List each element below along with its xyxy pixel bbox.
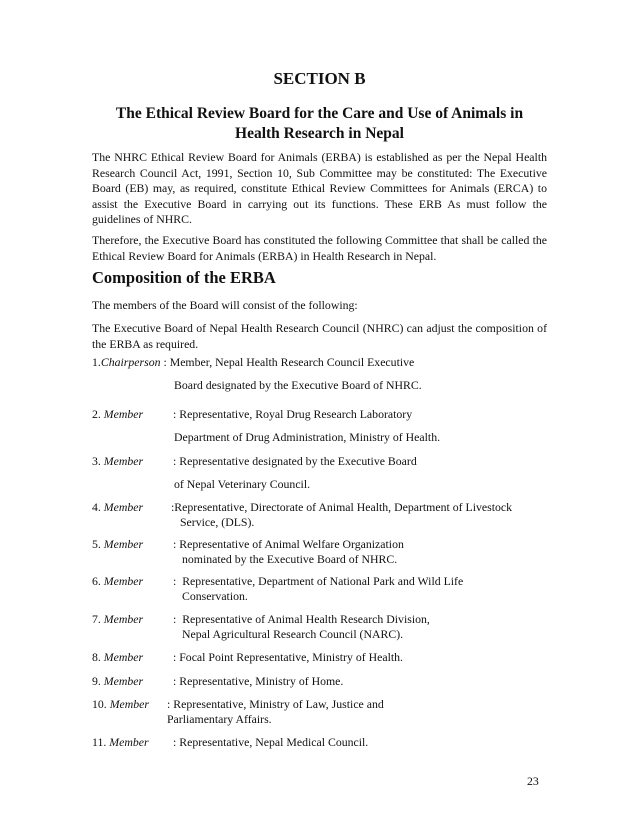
member-description-line-1: Representative of Animal Health Research Division, xyxy=(182,612,430,626)
member-separator: : xyxy=(173,735,180,749)
member-role xyxy=(92,355,414,371)
member-description-line-2: Nepal Agricultural Research Council (NARC). xyxy=(182,627,404,641)
document-title-line-2: Health Research in Nepal xyxy=(235,125,404,142)
member-role-name: Member xyxy=(103,454,144,468)
member-role-name: Member xyxy=(103,500,144,514)
member-description-line-1: Focal Point Representative, Ministry of Health. xyxy=(179,650,404,664)
member-number: 7. xyxy=(92,612,104,626)
member-description xyxy=(173,612,547,628)
member-number: 6. xyxy=(92,574,104,588)
member-description-line-1: Representative, Directorate of Animal Health, Department of Livestock xyxy=(174,500,513,514)
member-role-name: Chairperson xyxy=(100,355,161,369)
member-role xyxy=(92,574,143,590)
member-description xyxy=(167,697,547,713)
adjust-paragraph: The Executive Board of Nepal Health Research Council (NHRC) can adjust the composition of the ERBA as required. xyxy=(92,321,547,351)
member-role xyxy=(92,537,143,553)
member-description-line-1: Member, Nepal Health Research Council Executive xyxy=(169,355,415,369)
member-description xyxy=(173,735,547,751)
member-description xyxy=(173,407,547,423)
member-number: 1. xyxy=(92,355,101,369)
member-separator: : xyxy=(173,650,180,664)
page-number: 23 xyxy=(527,774,539,788)
member-number: 5. xyxy=(92,537,104,551)
member-role-name: Member xyxy=(103,574,144,588)
section-title: SECTION B xyxy=(273,69,366,88)
member-description-line-2: Service, (DLS). xyxy=(180,515,255,529)
member-role-name: Member xyxy=(103,612,144,626)
member-separator: : xyxy=(173,407,180,421)
member-role-name: Member xyxy=(103,650,144,664)
member-number: 10. xyxy=(92,697,110,711)
member-role xyxy=(92,650,143,666)
member-number: 4. xyxy=(92,500,104,514)
member-separator: : xyxy=(160,355,170,369)
member-description-line-1: Representative of Animal Welfare Organization xyxy=(179,537,404,551)
member-description-line-1: Representative, Nepal Medical Council. xyxy=(179,735,369,749)
member-role-name: Member xyxy=(103,407,144,421)
member-description-line-1: Representative, Department of National Park and Wild Life xyxy=(182,574,464,588)
member-description-line-2: Board designated by the Executive Board of NHRC. xyxy=(174,378,422,392)
member-separator: : xyxy=(173,612,183,626)
member-separator: : xyxy=(173,674,180,688)
member-description xyxy=(173,650,547,666)
member-description xyxy=(171,500,547,516)
member-number: 2. xyxy=(92,407,104,421)
intro-paragraph: The NHRC Ethical Review Board for Animals (ERBA) is established as per the Nepal Health Research Council Act, 1991, Section 10, Sub Committee may be constituted: The Executive Board (EB) may, as required, constitute Ethical Review Committees for Animals (ERCA) to assist the Executive Board in carrying out its functions. These ERB As must follow the guidelines of NHRC. xyxy=(92,150,547,227)
document-title xyxy=(86,104,553,144)
member-description-line-1: Representative, Ministry of Law, Justice and xyxy=(173,697,384,711)
member-description-line-2: nominated by the Executive Board of NHRC. xyxy=(182,552,398,566)
member-role xyxy=(92,454,143,470)
members-intro: The members of the Board will consist of the following: xyxy=(92,298,358,312)
member-role xyxy=(92,697,149,713)
member-description xyxy=(173,674,547,690)
member-separator: : xyxy=(173,574,183,588)
composition-heading: Composition of the ERBA xyxy=(92,268,276,287)
member-role xyxy=(92,612,143,628)
member-separator: : xyxy=(173,454,180,468)
member-description xyxy=(173,454,547,470)
member-role xyxy=(92,500,143,516)
document-title-line-1: The Ethical Review Board for the Care and Use of Animals in xyxy=(115,105,524,122)
member-number: 9. xyxy=(92,674,104,688)
member-description-line-1: Representative, Royal Drug Research Laboratory xyxy=(179,407,413,421)
member-description-line-2: Department of Drug Administration, Ministry of Health. xyxy=(174,430,441,444)
member-description-line-1: Representative designated by the Executive Board xyxy=(179,454,417,468)
member-separator: : xyxy=(171,500,175,514)
member-number: 8. xyxy=(92,650,104,664)
member-separator: : xyxy=(173,537,180,551)
member-description-line-2: Parliamentary Affairs. xyxy=(167,712,272,726)
member-description-line-1: Representative, Ministry of Home. xyxy=(179,674,344,688)
member-role xyxy=(92,674,143,690)
member-description xyxy=(173,574,547,590)
member-number: 3. xyxy=(92,454,104,468)
member-description xyxy=(173,537,547,553)
member-role xyxy=(92,407,143,423)
member-separator: : xyxy=(167,697,174,711)
member-role-name: Member xyxy=(103,674,144,688)
member-description-line-2: Conservation. xyxy=(182,589,248,603)
member-role xyxy=(92,735,149,751)
member-role-name: Member xyxy=(103,537,144,551)
member-description-line-2: of Nepal Veterinary Council. xyxy=(174,477,311,491)
therefore-paragraph: Therefore, the Executive Board has constituted the following Committee that shall be called the Ethical Review Board for Animals (ERBA) in Health Research in Nepal. xyxy=(92,233,547,263)
member-number: 11. xyxy=(92,735,110,749)
member-role-name: Member xyxy=(109,697,150,711)
member-role-name: Member xyxy=(109,735,149,749)
